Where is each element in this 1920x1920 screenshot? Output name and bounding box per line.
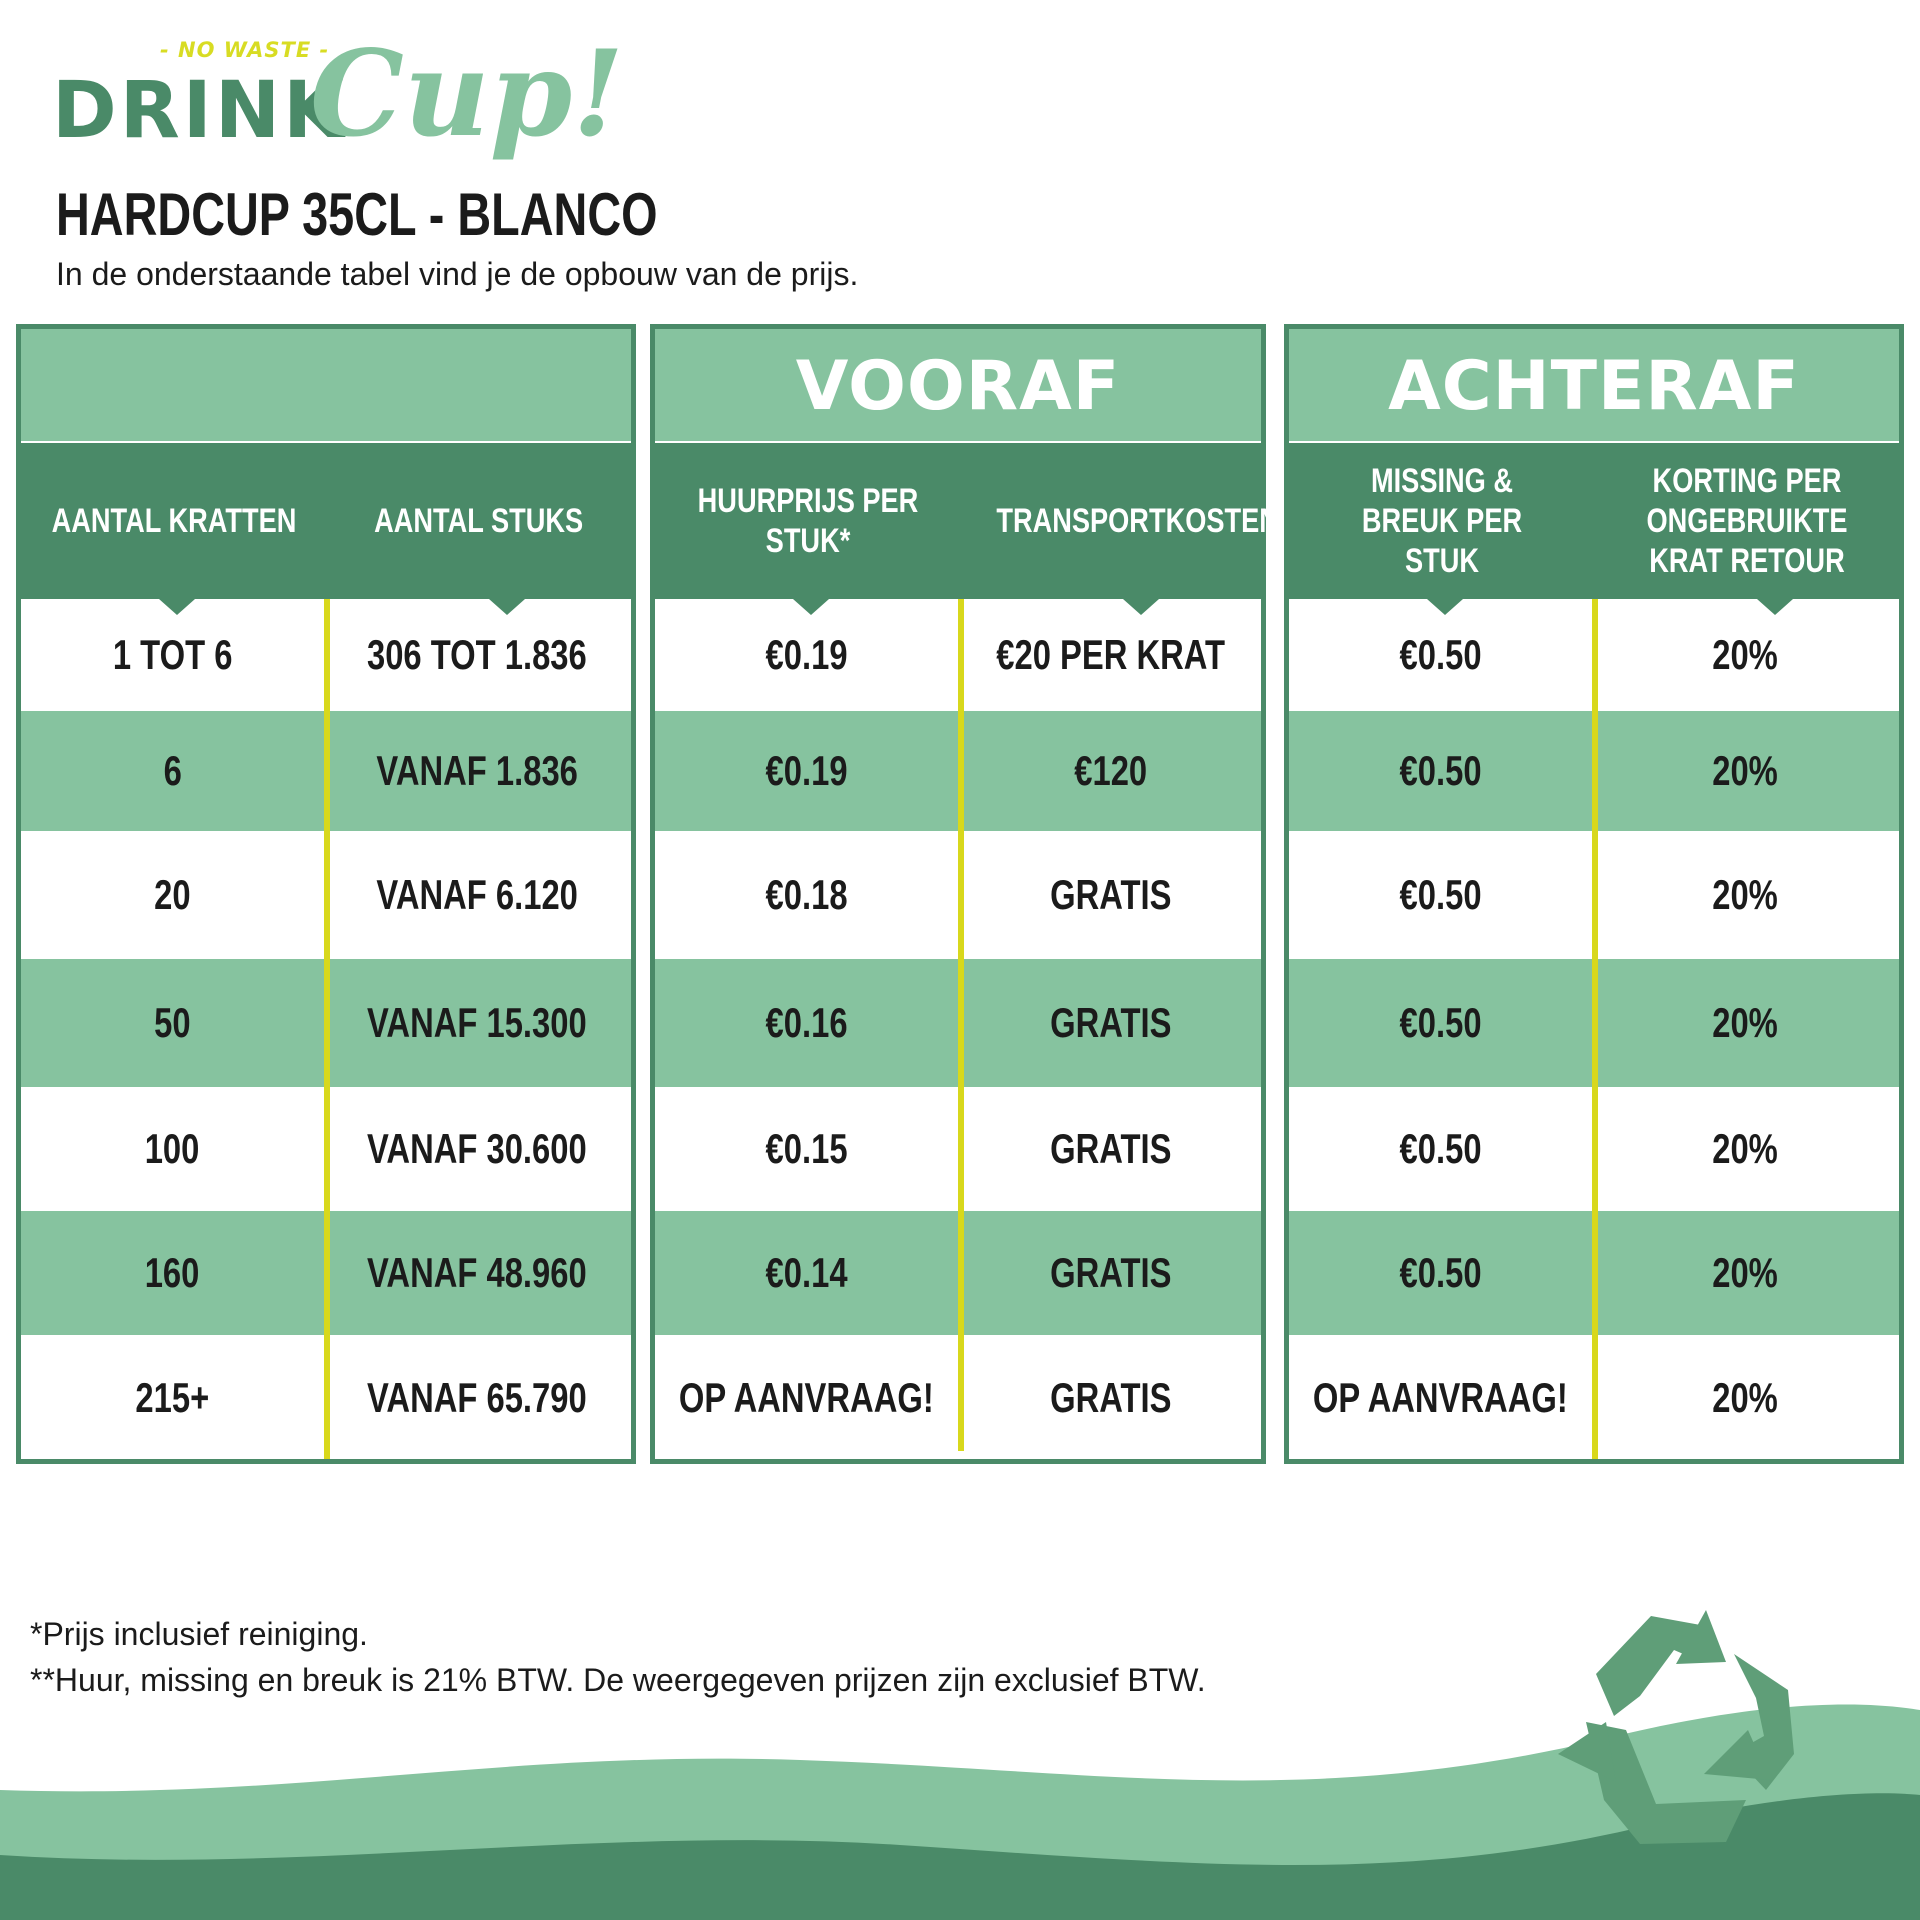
cell-value: GRATIS [1050,871,1172,918]
cell-value: 20% [1712,747,1778,794]
cell-value: 20% [1712,1125,1778,1172]
table-cell [655,599,958,711]
table-cell [1289,711,1592,831]
column-header-aantal-stuks [327,443,631,599]
cell-value: 20% [1712,631,1778,678]
cell-value: 306 TOT 1.836 [367,631,587,678]
column-divider [324,599,330,1459]
cell-value: €0.14 [765,1249,848,1296]
cell-value: 100 [145,1125,200,1172]
table-cell [327,711,627,831]
table-quantities [16,324,636,1464]
table-cell [1289,1335,1592,1461]
table-cell [961,1087,1261,1211]
table-header-band [655,329,1261,441]
table-cell [961,711,1261,831]
section-title-vooraf: VOORAF [795,347,1121,426]
table-cell [961,1211,1261,1335]
table-cell [327,1087,627,1211]
table-cell [1595,1335,1895,1461]
table-cell [655,1335,958,1461]
section-title-achteraf: ACHTERAF [1388,347,1800,426]
cell-value: €0.19 [765,747,848,794]
cell-value: €0.15 [765,1125,848,1172]
table-cell [21,1211,324,1335]
table-cell [961,959,1261,1087]
table-cell [655,711,958,831]
column-divider [958,599,964,1451]
column-header-label: TRANSPORTKOSTEN [996,502,1279,540]
table-cell [655,959,958,1087]
cell-value: €0.50 [1399,1125,1482,1172]
table-cell [327,1211,627,1335]
pointer-arrow [1123,599,1159,615]
table-vooraf [650,324,1279,1464]
table-cell [327,959,627,1087]
column-header-missing-breuk [1289,443,1595,599]
brand-name-cup: Cup! [310,24,625,163]
cell-value: 20% [1712,871,1778,918]
table-cell [655,1211,958,1335]
table-cell [1289,1087,1592,1211]
cell-value: OP AANVRAAG! [1313,1374,1568,1421]
pointer-arrow [159,599,195,615]
page-title: HARDCUP 35CL - BLANCO [56,181,658,248]
column-header-label: MISSING & BREUK PER STUK [1361,462,1523,580]
cell-value: 20 [154,871,191,918]
table-cell [21,1087,324,1211]
cell-value: 6 [163,747,182,794]
cell-value: VANAF 15.300 [367,999,587,1046]
cell-value: VANAF 30.600 [367,1125,587,1172]
table-cell [1595,1211,1895,1335]
table-cell [1289,831,1592,959]
column-header-aantal-kratten [21,443,327,599]
column-header-label: AANTAL STUKS [374,502,584,540]
cell-value: €0.50 [1399,999,1482,1046]
cell-value: €0.18 [765,871,848,918]
table-cell [961,1335,1261,1461]
column-header-transportkosten [961,443,1279,599]
cell-value: 160 [145,1249,200,1296]
table-cell [21,831,324,959]
cell-value: GRATIS [1050,1125,1172,1172]
footnote-vat: **Huur, missing en breuk is 21% BTW. De weergegeven prijzen zijn exclusief BTW. [30,1662,1206,1698]
cell-value: VANAF 48.960 [367,1249,587,1296]
cell-value: VANAF 6.120 [376,871,578,918]
column-header-label: AANTAL KRATTEN [51,502,297,540]
cell-value: GRATIS [1050,1374,1172,1421]
cell-value: €120 [1074,747,1148,794]
pointer-arrow [1757,599,1793,615]
cell-value: 20% [1712,1249,1778,1296]
brand-logo [52,18,625,178]
column-header-huurprijs [655,443,961,599]
table-cell [655,1087,958,1211]
column-header-label: KORTING PER ONGEBRUIKTE KRAT RETOUR [1646,462,1848,580]
table-cell [1595,711,1895,831]
cell-value: GRATIS [1050,1249,1172,1296]
recycle-icon [1556,1604,1812,1854]
pointer-arrow [489,599,525,615]
cell-value: GRATIS [1050,999,1172,1046]
table-cell [327,831,627,959]
column-divider [1592,599,1598,1459]
brand-name-drink: DRINK [52,66,347,156]
cell-value: €0.50 [1399,747,1482,794]
table-cell [1289,1211,1592,1335]
pointer-arrow [793,599,829,615]
cell-value: €0.50 [1399,871,1482,918]
table-cell [1595,831,1895,959]
cell-value: OP AANVRAAG! [679,1374,934,1421]
table-cell [1595,959,1895,1087]
cell-value: VANAF 1.836 [376,747,578,794]
table-cell [1595,599,1895,711]
table-cell [21,959,324,1087]
table-cell [655,831,958,959]
table-cell [961,831,1261,959]
table-cell [1595,1087,1895,1211]
table-cell [1289,959,1592,1087]
table-cell [327,1335,627,1461]
table-cell [961,599,1261,711]
cell-value: €0.50 [1399,631,1482,678]
cell-value: 20% [1712,1374,1778,1421]
table-header-band [21,329,631,441]
cell-value: €0.16 [765,999,848,1046]
pointer-arrow [1427,599,1463,615]
footnote-cleaning: *Prijs inclusief reiniging. [30,1616,368,1652]
cell-value: 50 [154,999,191,1046]
table-cell [21,711,324,831]
cell-value: €20 PER KRAT [996,631,1226,678]
table-cell [21,599,324,711]
cell-value: €0.19 [765,631,848,678]
cell-value: 215+ [135,1374,210,1421]
table-header-band [1289,329,1899,441]
table-achteraf [1284,324,1904,1464]
column-header-korting [1595,443,1899,599]
cell-value: VANAF 65.790 [367,1374,587,1421]
cell-value: €0.50 [1399,1249,1482,1296]
table-cell [21,1335,324,1461]
table-cell [327,599,627,711]
table-cell [1289,599,1592,711]
cell-value: 20% [1712,999,1778,1046]
page-subtitle: In de onderstaande tabel vind je de opbouw van de prijs. [56,256,859,292]
brand-tagline: - NO WASTE - [160,38,330,62]
cell-value: 1 TOT 6 [112,631,233,678]
column-header-label: HUURPRIJS PER STUK* [697,482,919,560]
